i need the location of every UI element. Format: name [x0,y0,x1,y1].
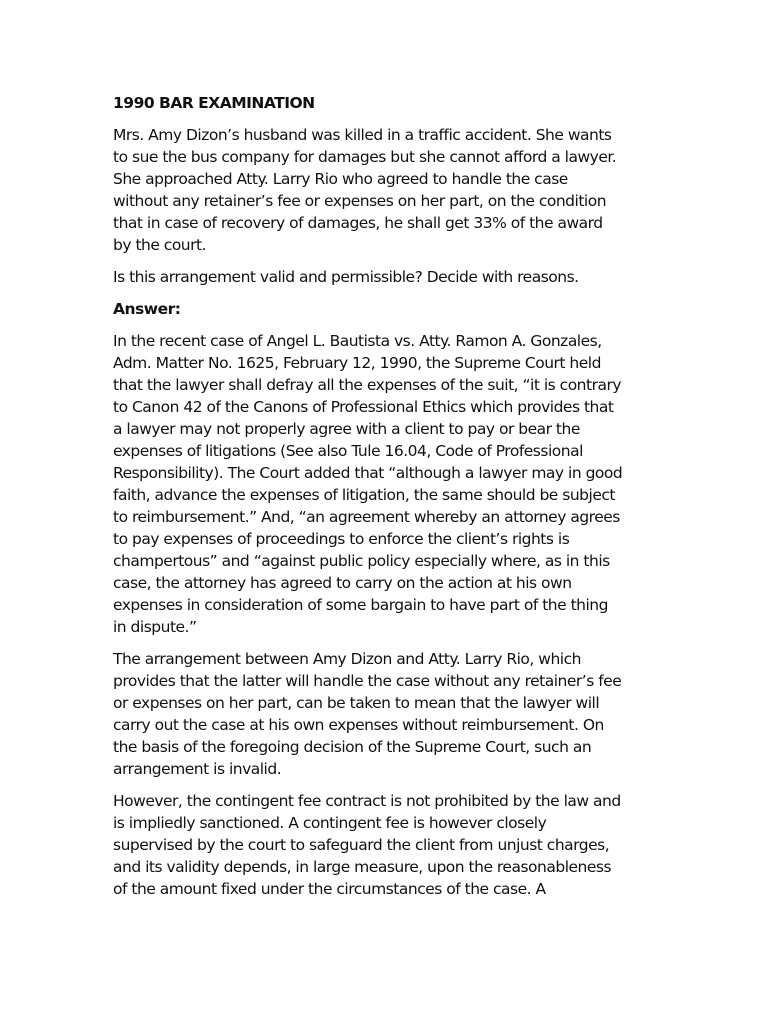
text-line: expenses in consideration of some bargain to have part of the thing [113,596,608,614]
text-line: carry out the case at his own expenses without reimbursement. On [113,716,604,734]
text-line: is impliedly sanctioned. A contingent fee is however closely [113,814,547,832]
text-line: of the amount fixed under the circumstances of the case. A [113,880,546,898]
text-line: or expenses on her part, can be taken to mean that the lawyer will [113,694,600,712]
text-line: In the recent case of Angel L. Bautista vs. Atty. Ramon A. Gonzales, [113,332,602,350]
text-line: However, the contingent fee contract is not prohibited by the law and [113,792,621,810]
text-line: without any retainer’s fee or expenses on her part, on the condition [113,192,607,210]
text-line: Adm. Matter No. 1625, February 12, 1990, the Supreme Court held [113,354,601,372]
text-line: Responsibility). The Court added that “although a lawyer may in good [113,464,623,482]
answer-paragraph-3 [113,790,661,900]
text-line: champertous” and “against public policy especially where, as in this [113,552,610,570]
text-line: supervised by the court to safeguard the client from unjust charges, [113,836,610,854]
answer-paragraph-1 [113,330,661,638]
answer-paragraph-2 [113,648,661,780]
text-line: She approached Atty. Larry Rio who agreed to handle the case [113,170,568,188]
document-title: 1990 BAR EXAMINATION [113,94,315,112]
document-body [113,92,661,910]
text-line: to Canon 42 of the Canons of Professional Ethics which provides that [113,398,614,416]
text-line: to sue the bus company for damages but she cannot afford a lawyer. [113,148,617,166]
text-line: The arrangement between Amy Dizon and Atty. Larry Rio, which [113,650,581,668]
text-line: Mrs. Amy Dizon’s husband was killed in a traffic accident. She wants [113,126,612,144]
text-line: provides that the latter will handle the case without any retainer’s fee [113,672,622,690]
text-line: that in case of recovery of damages, he shall get 33% of the award [113,214,603,232]
question-paragraph [113,124,661,256]
text-line: expenses of litigations (See also Tule 16.04, Code of Professional [113,442,583,460]
text-line: that the lawyer shall defray all the expenses of the suit, “it is contrary [113,376,621,394]
text-line: arrangement is invalid. [113,760,282,778]
text-line: the basis of the foregoing decision of the Supreme Court, such an [113,738,592,756]
question-prompt: Is this arrangement valid and permissible? Decide with reasons. [113,268,579,286]
text-line: case, the attorney has agreed to carry on the action at his own [113,574,572,592]
answer-label: Answer: [113,300,181,318]
text-line: faith, advance the expenses of litigation, the same should be subject [113,486,615,504]
text-line: to reimbursement.” And, “an agreement whereby an attorney agrees [113,508,620,526]
text-line: a lawyer may not properly agree with a client to pay or bear the [113,420,580,438]
text-line: by the court. [113,236,207,254]
text-line: and its validity depends, in large measure, upon the reasonableness [113,858,612,876]
text-line: in dispute.” [113,618,197,636]
text-line: to pay expenses of proceedings to enforce the client’s rights is [113,530,570,548]
